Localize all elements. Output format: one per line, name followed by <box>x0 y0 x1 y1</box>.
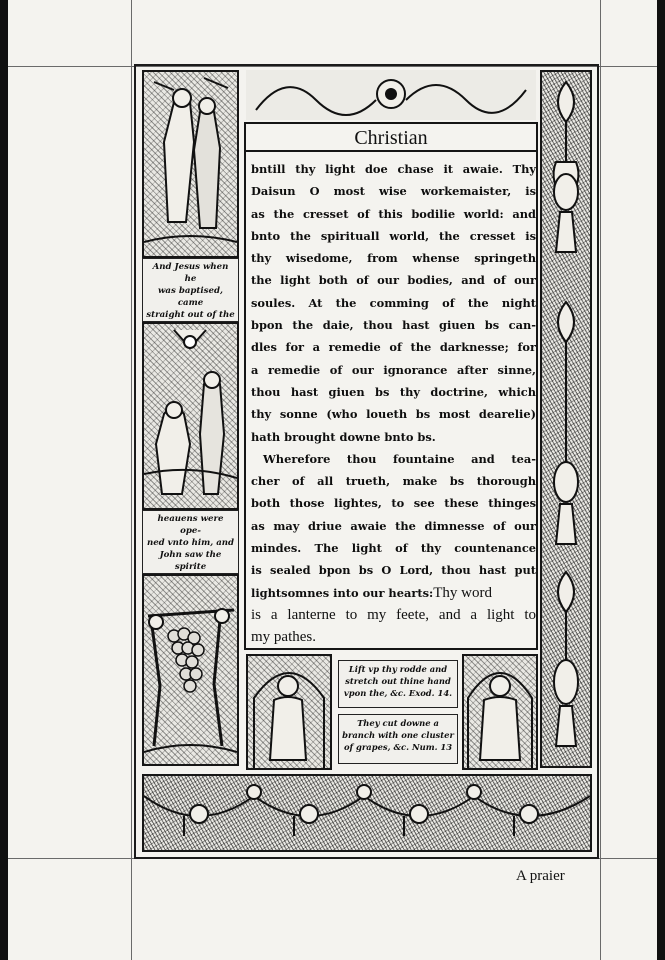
text-line: cher of all trueth, make bs thorough <box>251 474 536 489</box>
text-line: a remedie of our ignorance after sinne, <box>251 362 536 377</box>
text-line: the light both of our bodies, and of our <box>251 273 536 288</box>
text-line: hath brought downe bnto bs. <box>251 429 436 444</box>
text-line: thy sonne (who loueth bs most dearelie) <box>251 407 536 422</box>
roman-text-start: Thy word <box>433 584 492 601</box>
text-line: Wherefore thou fountaine and tea- <box>263 451 536 466</box>
text-line: as the cresset of this bodilie world: and <box>251 206 536 221</box>
caption-baptism-top <box>142 258 239 322</box>
prayer-text-box <box>244 122 538 650</box>
caption-line: stretch out thine hand <box>345 676 451 686</box>
caption-line: heauens were ope- <box>157 514 224 536</box>
grape-bearers-icon <box>144 576 237 764</box>
woodcut-panel-left-top <box>142 70 239 258</box>
caption-line: Lift vp thy rodde and <box>348 664 448 674</box>
prayer-body <box>251 158 536 649</box>
page-heading: Christian <box>246 124 536 152</box>
prophet-figure-icon <box>248 656 330 768</box>
seated-figure-icon <box>464 656 536 768</box>
woodcut-panel-bottom-right <box>462 654 538 770</box>
baptism-scene-icon <box>144 324 237 508</box>
text-line: lightsomnes into our hearts: <box>251 585 434 600</box>
caption-exodus <box>338 660 458 708</box>
text-line: both those lightes, to see these thinges <box>251 496 536 511</box>
caption-line: of grapes, &c. Num. 13 <box>343 742 453 752</box>
roman-text-line: is a lanterne to my feete, and a light to <box>251 606 536 623</box>
caption-line: was baptised, came <box>158 286 223 308</box>
text-line: thou hast giuen bs thy doctrine, which <box>251 384 536 399</box>
text-line: as may driue awaie the dimnesse of our <box>251 518 536 533</box>
caption-numbers <box>338 714 458 764</box>
text-line: bpon the daie, thou hast giuen bs can- <box>251 318 536 333</box>
caption-line: And Jesus when he <box>152 262 229 284</box>
woodcut-panel-bottom-left <box>246 654 332 770</box>
text-line-mixed <box>251 582 536 604</box>
caption-line: branch with one cluster <box>342 730 454 740</box>
caption-line: They cut downe a <box>357 718 439 728</box>
garland-frieze-icon <box>144 776 590 850</box>
foliage-ornament-icon <box>246 70 536 120</box>
text-line: soules. At the comming of the night <box>251 295 536 310</box>
text-line: Daisun O most wise workemaister, is <box>251 184 536 199</box>
caption-line: ned vnto him, and <box>146 538 235 548</box>
guide-line-right <box>600 0 601 960</box>
woodcut-panel-left-bottom <box>142 574 239 766</box>
text-line: thy wisedome, from whense springeth <box>251 251 536 266</box>
caption-line: vpon the, &c. Exod. 14. <box>343 688 453 698</box>
caption-baptism-middle <box>142 510 239 574</box>
roman-text-line: my pathes. <box>251 629 316 646</box>
vase-column-icon <box>542 72 590 766</box>
text-line: dles for a remedie of the darknesse; for <box>251 340 536 355</box>
text-line: bntill thy light doe chase it awaie. Thy <box>251 162 536 176</box>
woodcut-panel-left-middle <box>142 322 239 510</box>
text-line: is sealed bpon bs O Lord, thou hast put <box>251 563 536 578</box>
guide-line-left <box>131 0 132 960</box>
figures-group-icon <box>144 72 237 256</box>
catchword: A praier <box>516 868 565 884</box>
caption-line: straight out of the <box>146 310 235 320</box>
woodcut-panel-right <box>540 70 592 768</box>
text-line: bnto the spirituall world, the cresset is <box>251 228 536 243</box>
text-line: mindes. The light of thy countenance <box>251 541 536 556</box>
bottom-frieze <box>142 774 592 852</box>
top-ornament-band <box>246 70 536 120</box>
caption-line: John saw the spirite <box>159 550 222 572</box>
